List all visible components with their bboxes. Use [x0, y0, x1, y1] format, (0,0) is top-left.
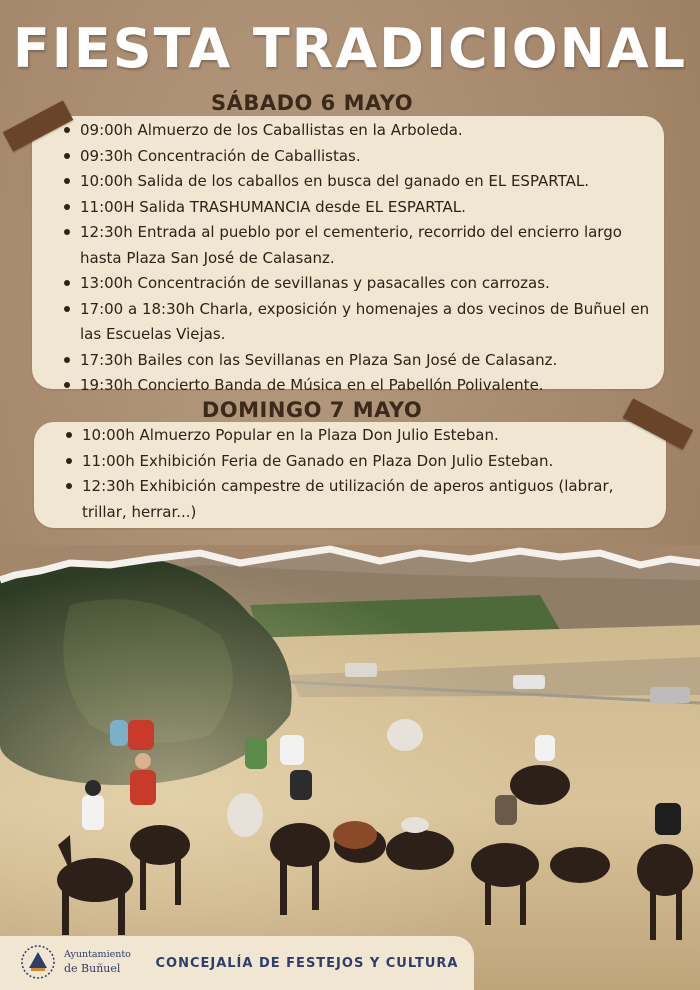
poster-title: FIESTA TRADICIONAL — [12, 17, 688, 80]
horse-riders-cattle-photo — [0, 545, 700, 990]
logo-line-1: Ayuntamiento — [64, 949, 131, 960]
logo-line-2: de Buñuel — [64, 962, 121, 975]
schedule-item: 12:30h Entrada al pueblo por el cementerio, recorrido del encierro largo hasta Plaza San José de Calasanz. — [62, 220, 650, 271]
sunday-panel — [34, 422, 666, 528]
schedule-item: 17:30h Bailes con las Sevillanas en Plaza San José de Calasanz. — [62, 348, 650, 374]
schedule-item: 11:00h Exhibición Feria de Ganado en Plaza Don Julio Esteban. — [64, 449, 652, 475]
schedule-item: 19:30h Concierto Banda de Música en el Pabellón Polivalente. — [62, 373, 650, 399]
town-logo — [20, 942, 140, 982]
department-name: CONCEJALÍA DE FESTEJOS Y CULTURA — [155, 955, 459, 971]
schedule-item: 09:00h Almuerzo de los Caballistas en la Arboleda. — [62, 118, 650, 144]
schedule-item: 10:00h Almuerzo Popular en la Plaza Don Julio Esteban. — [64, 423, 652, 449]
schedule-item: 10:00h Salida de los caballos en busca del ganado en EL ESPARTAL. — [62, 169, 650, 195]
saturday-panel — [32, 116, 664, 394]
saturday-schedule-list — [32, 116, 664, 399]
schedule-item: 11:00H Salida TRASHUMANCIA desde EL ESPARTAL. — [62, 195, 650, 221]
schedule-item: 13:00h Concentración de sevillanas y pasacalles con carrozas. — [62, 271, 650, 297]
town-hall-logo-icon — [20, 944, 56, 980]
sunday-schedule-list — [34, 422, 666, 525]
schedule-item: 09:30h Concentración de Caballistas. — [62, 144, 650, 170]
sunday-heading: DOMINGO 7 MAYO — [201, 398, 423, 422]
photo-illustration — [0, 545, 700, 990]
schedule-item: 12:30h Exhibición campestre de utilización de aperos antiguos (labrar, trillar, herrar...) — [64, 474, 652, 525]
schedule-item: 17:00 a 18:30h Charla, exposición y homenajes a dos vecinos de Buñuel en las Escuelas Viejas. — [62, 297, 650, 348]
logo-text — [64, 948, 131, 976]
saturday-heading: SÁBADO 6 MAYO — [210, 91, 414, 115]
